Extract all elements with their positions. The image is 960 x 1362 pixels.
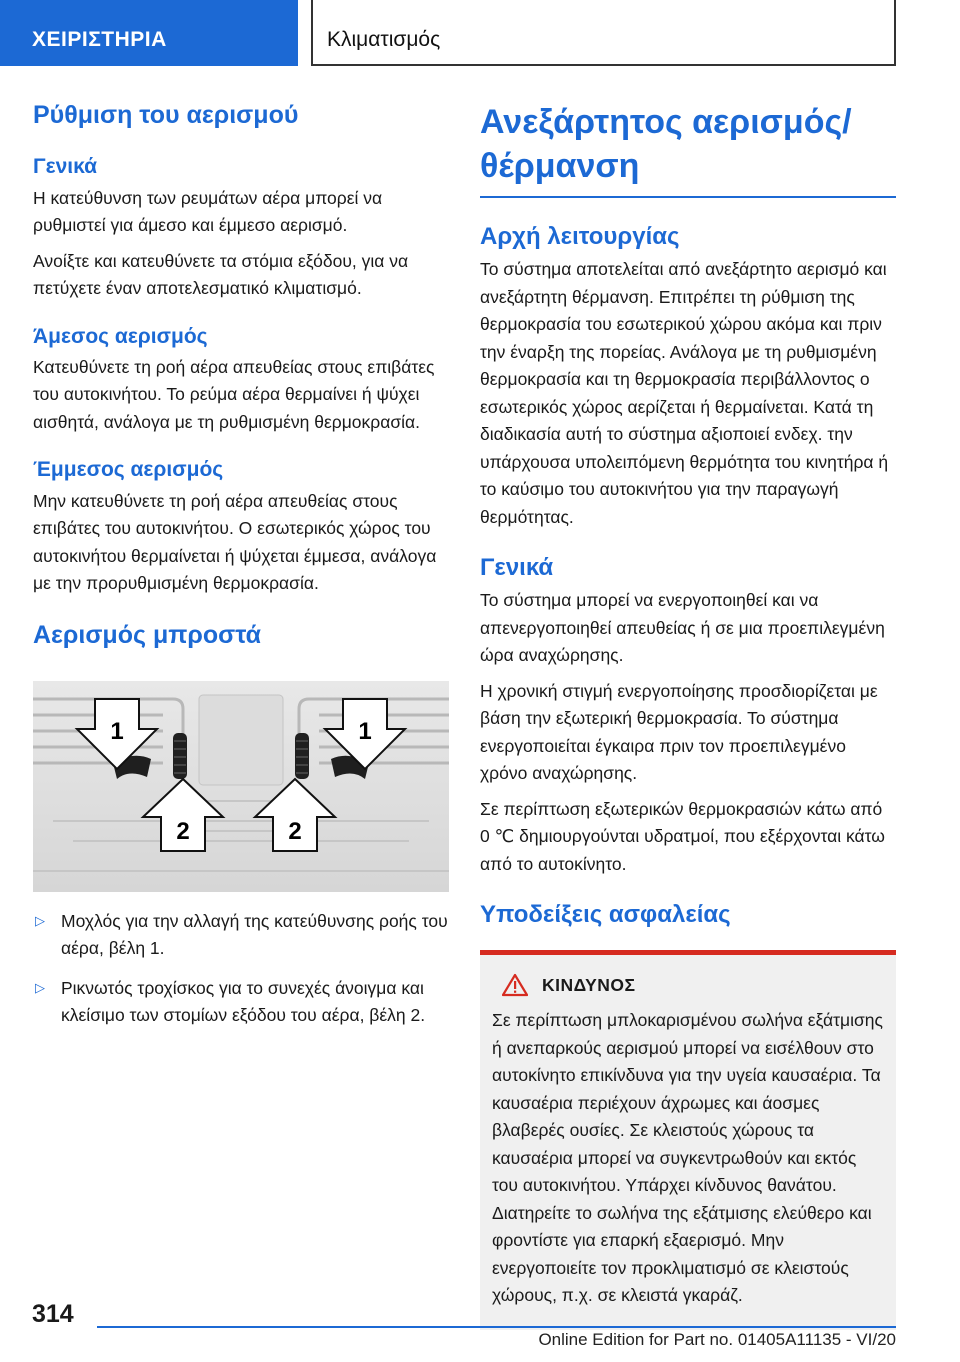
page-number: 314 bbox=[32, 1300, 74, 1328]
warning-triangle-icon bbox=[502, 973, 528, 997]
paragraph: Μην κατευθύνετε τη ροή αέρα απευθείας στους επιβάτες του αυτοκινήτου. Ο εσωτερικός χώρος του αυτοκινήτου θερμαίνεται ή ψύχεται έμμεσα, ανάλογα με την προρυθμισμένη θερμοκρασία. bbox=[33, 490, 437, 594]
section-tab: ΧΕΙΡΙΣΤΗΡΙΑ bbox=[0, 0, 298, 66]
thumbwheel-right bbox=[295, 733, 309, 779]
bullet-list bbox=[33, 908, 449, 1030]
arrow-label: 2 bbox=[176, 817, 190, 845]
edition-label: Online Edition for Part no. 01405A11135 - VI/20 bbox=[538, 1330, 896, 1349]
section-title-independent-heating: Ανεξάρτητος αερισμός/θέρμανση bbox=[480, 103, 852, 186]
page-header bbox=[0, 0, 960, 66]
right-column bbox=[480, 100, 896, 1330]
heading-principle: Αρχή λειτουργίας bbox=[480, 223, 680, 251]
thumbwheel-left bbox=[173, 733, 187, 779]
heading-general: Γενικά bbox=[480, 554, 554, 582]
topic-label: Κλιματισμός bbox=[311, 0, 896, 66]
arrow-label: 1 bbox=[358, 717, 372, 745]
heading-front-ventilation: Αερισμός μπροστά bbox=[33, 620, 262, 649]
paragraph: Κατευθύνετε τη ροή αέρα απευθείας στους επιβάτες του αυτοκινήτου. Το ρεύμα αέρα θερμαίνει ή ψύχει αισθητά, ανάλογα με τη ρυθμισμένη θερμοκρασία. bbox=[33, 356, 435, 432]
triangle-bullet-icon: ▷ bbox=[35, 979, 45, 995]
paragraph: Ανοίξτε και κατευθύνετε τα στόμια εξόδου, για να πετύχετε έναν αποτελεσματικό κλιματισμό. bbox=[33, 250, 409, 299]
triangle-bullet-icon: ▷ bbox=[35, 912, 45, 928]
heading-general: Γενικά bbox=[33, 155, 98, 179]
vent-figure bbox=[33, 681, 449, 892]
paragraph: Το σύστημα αποτελείται από ανεξάρτητο αερισμό και ανεξάρτητη θέρμανση. Επιτρέπει τη ρύθμιση της θερμοκρασία του εσωτερικού χώρου ακόμα και πριν την έναρξη της πορείας. Ανάλογα με τη ρυθμισμένη θερμοκρασία και τη θερμοκρασία περιβάλλοντος ο εσωτερικός χώρος αερίζεται ή θερμαίνεται. Κατά τη διαδικασία αυτή το σύστημα αξιοποιεί ενδεχ. την υπάρχουσα υπολειπόμενη θερμότητα του κινητήρα ή το καύσιμο του αυτοκινήτου για την παραγωγή θερμότητας. bbox=[480, 259, 889, 527]
list-item: ▷ Μοχλός για την αλλαγή της κατεύθυνσης ροής του αέρα, βέλη 1. bbox=[33, 908, 449, 963]
heading-indirect-ventilation: Έμμεσος αερισμός bbox=[33, 458, 224, 482]
footer-rule bbox=[97, 1326, 896, 1328]
paragraph: Το σύστημα μπορεί να ενεργοποιηθεί και να απενεργοποιηθεί απευθείας ή σε μια προεπιλεγμένη ώρα αναχώρησης. bbox=[480, 590, 885, 666]
danger-box bbox=[480, 950, 896, 1330]
left-column bbox=[33, 100, 449, 1042]
arrow-label: 1 bbox=[110, 717, 124, 745]
arrow-label: 2 bbox=[288, 817, 302, 845]
paragraph: Η κατεύθυνση των ρευμάτων αέρα μπορεί να ρυθμιστεί για άμεσο και έμμεσο αερισμό. bbox=[33, 187, 383, 236]
vent-illustration bbox=[33, 681, 449, 892]
danger-text: Σε περίπτωση μπλοκαρισμένου σωλήνα εξάτμισης ή ανεπαρκούς αερισμού μπορεί να εισέλθουν στο αυτοκίνητο επικίνδυνα για την υγεία καυσαέρια. Τα καυσαέρια περιέχουν άχρωμες και άοσμες βλαβερές ουσίες. Σε κλειστούς χώρους τα καυσαέρια μπορεί να συγκεντρωθούν και εκτός του αυτοκινήτου. Υπάρχει κίνδυνος θανάτου. Διατηρείτε το σωλήνα της εξάτμισης ελεύθερο και φροντίστε για επαρκή εξαερισμό. Μην ενεργοποιείτε τον προκλιματισμό σε κλειστούς χώρους, π.χ. σε κλειστά γκαράζ. bbox=[492, 1010, 883, 1306]
danger-header bbox=[502, 973, 884, 997]
danger-label: ΚΙΝΔΥΝΟΣ bbox=[542, 974, 636, 995]
heading-safety: Υποδείξεις ασφαλείας bbox=[480, 901, 731, 929]
heading-direct-ventilation: Άμεσος αερισμός bbox=[33, 324, 208, 348]
section-title-ventilation: Ρύθμιση του αερισμού bbox=[33, 101, 299, 129]
paragraph: Σε περίπτωση εξωτερικών θερμοκρασιών κάτω από 0 ℃ δημιουργούνται υδρατμοί, που εξέρχονται κάτω από το αυτοκίνητο. bbox=[480, 798, 885, 874]
paragraph: Η χρονική στιγμή ενεργοποίησης προσδιορίζεται με βάση την εξωτερική θερμοκρασία. Το σύστημα ενεργοποιείται έγκαιρα πριν τον προεπιλεγμένο χρόνο αναχώρησης. bbox=[480, 680, 878, 784]
title-rule bbox=[480, 196, 896, 198]
list-item: ▷ Ρικνωτός τροχίσκος για το συνεχές άνοιγμα και κλείσιμο των στομίων εξόδου του αέρα, βέλη 2. bbox=[33, 975, 449, 1030]
